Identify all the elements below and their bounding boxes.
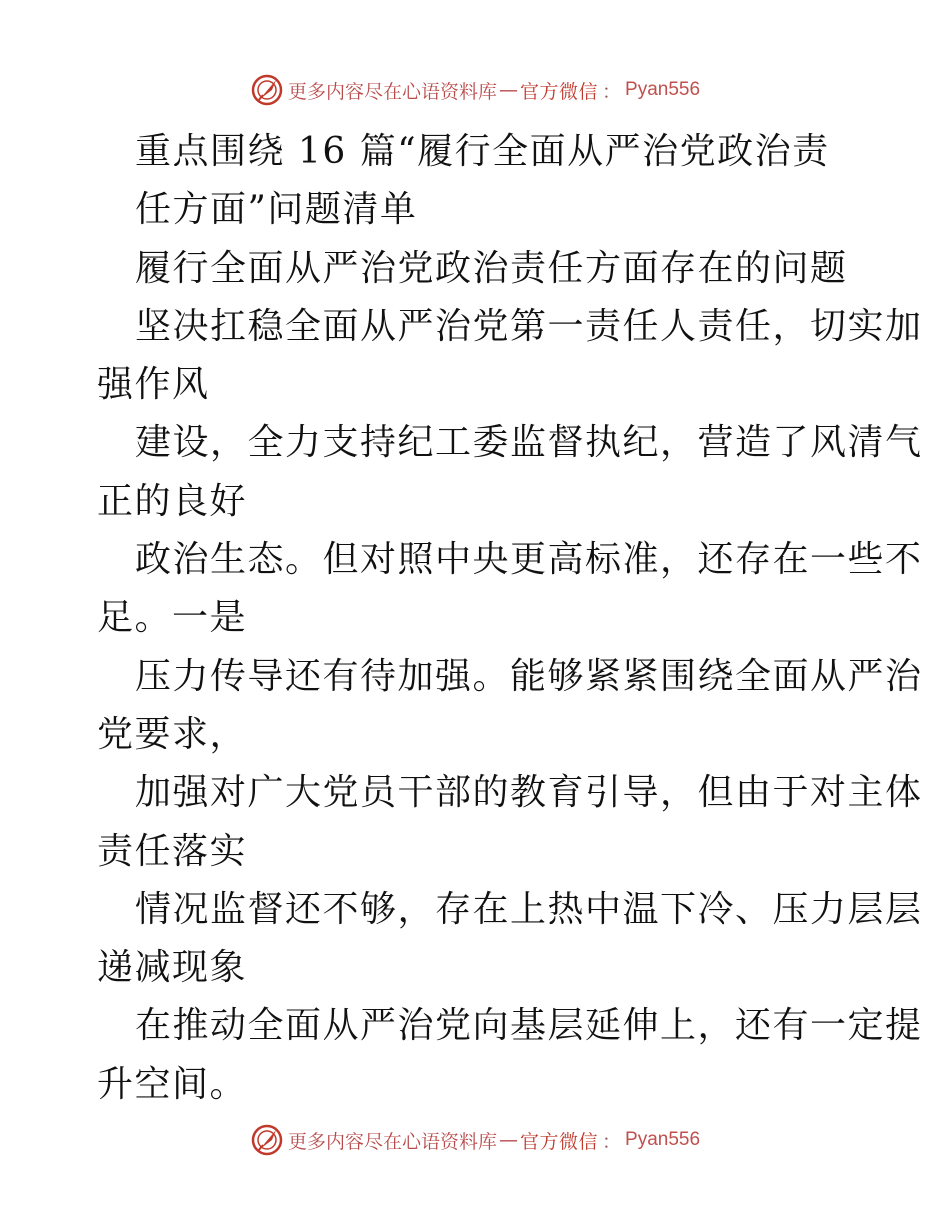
watermark-brand: 更多内容尽在心语资料库 (287, 1130, 497, 1153)
doc-title-line-1: 重点围绕 16 篇“履行全面从严治党政治责 (135, 131, 830, 172)
watermark-separator: ： (602, 80, 622, 103)
paragraph-line: 压力传导还有待加强。能够紧紧围绕全面从严治 (135, 655, 923, 697)
paragraph-line: 情况监督还不够，存在上热中温下冷、压力层层 (135, 888, 923, 930)
header-watermark (0, 70, 950, 110)
paragraph-line: 政治生态。但对照中央更高标准，还存在一些不 (135, 539, 923, 581)
watermark-separator: ： (602, 1130, 622, 1153)
paragraph-line: 升空间。 (97, 1063, 248, 1105)
paragraph-line: 党要求， (97, 713, 248, 755)
watermark-channel: 官方微信 (519, 80, 598, 103)
watermark-dash: — (498, 1129, 518, 1151)
doc-subtitle: 履行全面从严治党政治责任方面存在的问题 (135, 247, 848, 289)
paragraph-line: 责任落实 (97, 830, 248, 872)
paragraph-line: 递减现象 (97, 947, 248, 989)
quill-seal-icon (250, 1123, 284, 1157)
paragraph-line: 强作风 (97, 364, 210, 406)
paragraph-line: 在推动全面从严治党向基层延伸上，还有一定提 (135, 1005, 923, 1047)
watermark-channel: 官方微信 (519, 1130, 598, 1153)
watermark-brand: 更多内容尽在心语资料库 (287, 80, 497, 103)
footer-watermark (0, 1120, 950, 1160)
paragraph-line: 足。一是 (97, 597, 248, 639)
quill-seal-icon (250, 73, 284, 107)
watermark-wechat-id: Pyan556 (625, 79, 701, 100)
paragraph-line: 建设，全力支持纪工委监督执纪，营造了风清气 (135, 422, 923, 464)
document-body (97, 123, 923, 1114)
watermark-dash: — (498, 79, 518, 101)
paragraph-line: 正的良好 (97, 480, 248, 522)
paragraph-line: 加强对广大党员干部的教育引导，但由于对主体 (135, 772, 923, 814)
doc-title-line-2: 任方面”问题清单 (135, 189, 418, 231)
paragraph-line: 坚决扛稳全面从严治党第一责任人责任，切实加 (135, 305, 923, 347)
watermark-wechat-id: Pyan556 (625, 1129, 701, 1150)
